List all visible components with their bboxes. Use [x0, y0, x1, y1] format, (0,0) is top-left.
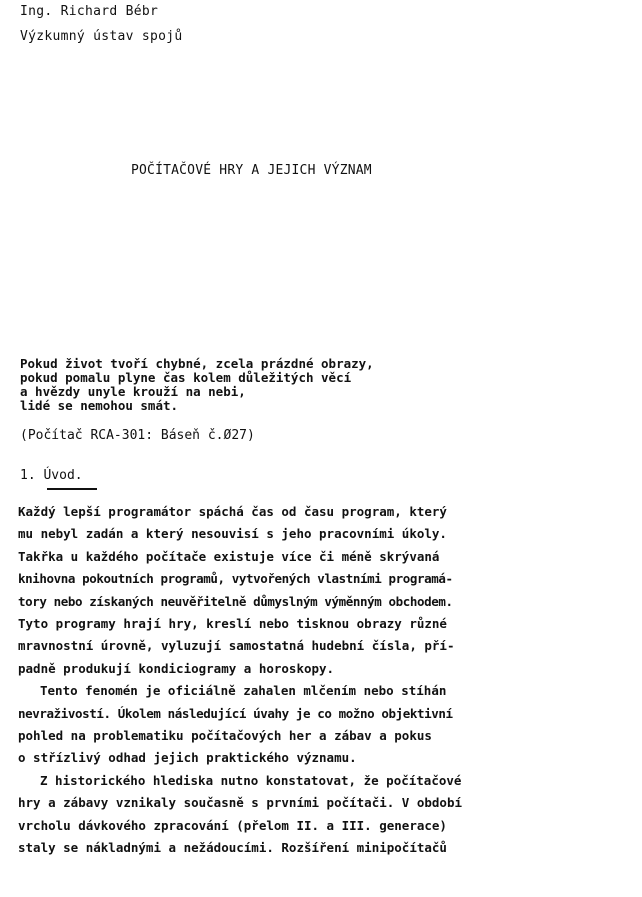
body-line: Tyto programy hrají hry, kreslí nebo tisknou obrazy různé: [18, 616, 447, 632]
body-text: [18, 501, 628, 860]
author-name: Ing. Richard Bébr: [20, 4, 159, 19]
epigraph-source: (Počítač RCA-301: Báseň č.Ø27): [20, 428, 255, 443]
body-line: Takřka u každého počítače existuje více či méně skrývaná: [18, 548, 440, 564]
body-line: Každý lepší programátor spáchá čas od času program, který: [18, 504, 447, 519]
body-line: Tento fenomén je oficiálně zahalen mlčením nebo stíhán: [40, 683, 447, 699]
body-line: nevraživostí. Úkolem následující úvahy je co možno objektivní: [18, 705, 453, 721]
body-line: hry a zábavy vznikaly současně s prvními počítači. V období: [18, 795, 463, 811]
epigraph-line: pokud pomalu plyne čas kolem důležitých věcí: [20, 370, 352, 385]
body-line: mu nebyl zadán a který nesouvisí s jeho pracovními úkoly.: [18, 526, 447, 542]
epigraph: [20, 357, 374, 413]
body-line: vrcholu dávkového zpracování (přelom II. a III. generace): [18, 817, 447, 833]
section-heading-underline: [47, 488, 97, 490]
author-institute: Výzkumný ústav spojů: [20, 29, 183, 44]
body-line: mravnostní úrovně, vyluzují samostatná hudební čísla, pří-: [18, 638, 455, 654]
body-line: o střízlivý odhad jejich praktického významu.: [18, 750, 357, 766]
epigraph-line: a hvězdy unyle krouží na nebi,: [20, 384, 246, 399]
epigraph-line: Pokud život tvoří chybné, zcela prázdné obrazy,: [20, 356, 374, 371]
section-heading: 1. Úvod.: [20, 468, 83, 483]
body-line: tory nebo získaných neuvěřitelně důmyslným výměnným obchodem.: [18, 593, 453, 609]
body-line: pohled na problematiku počítačových her a zábav a pokus: [18, 728, 432, 744]
body-line: padně produkují kondiciogramy a horoskopy.: [18, 660, 335, 676]
document-title: POČÍTAČOVÉ HRY A JEJICH VÝZNAM: [131, 163, 372, 178]
body-line: knihovna pokoutních programů, vytvořených vlastními programá-: [18, 571, 453, 587]
body-line: staly se nákladnými a nežádoucími. Rozšíření minipočítačů: [18, 840, 447, 856]
body-line: Z historického hlediska nutno konstatovat, že počítačové: [40, 772, 462, 788]
epigraph-line: lidé se nemohou smát.: [20, 398, 179, 413]
